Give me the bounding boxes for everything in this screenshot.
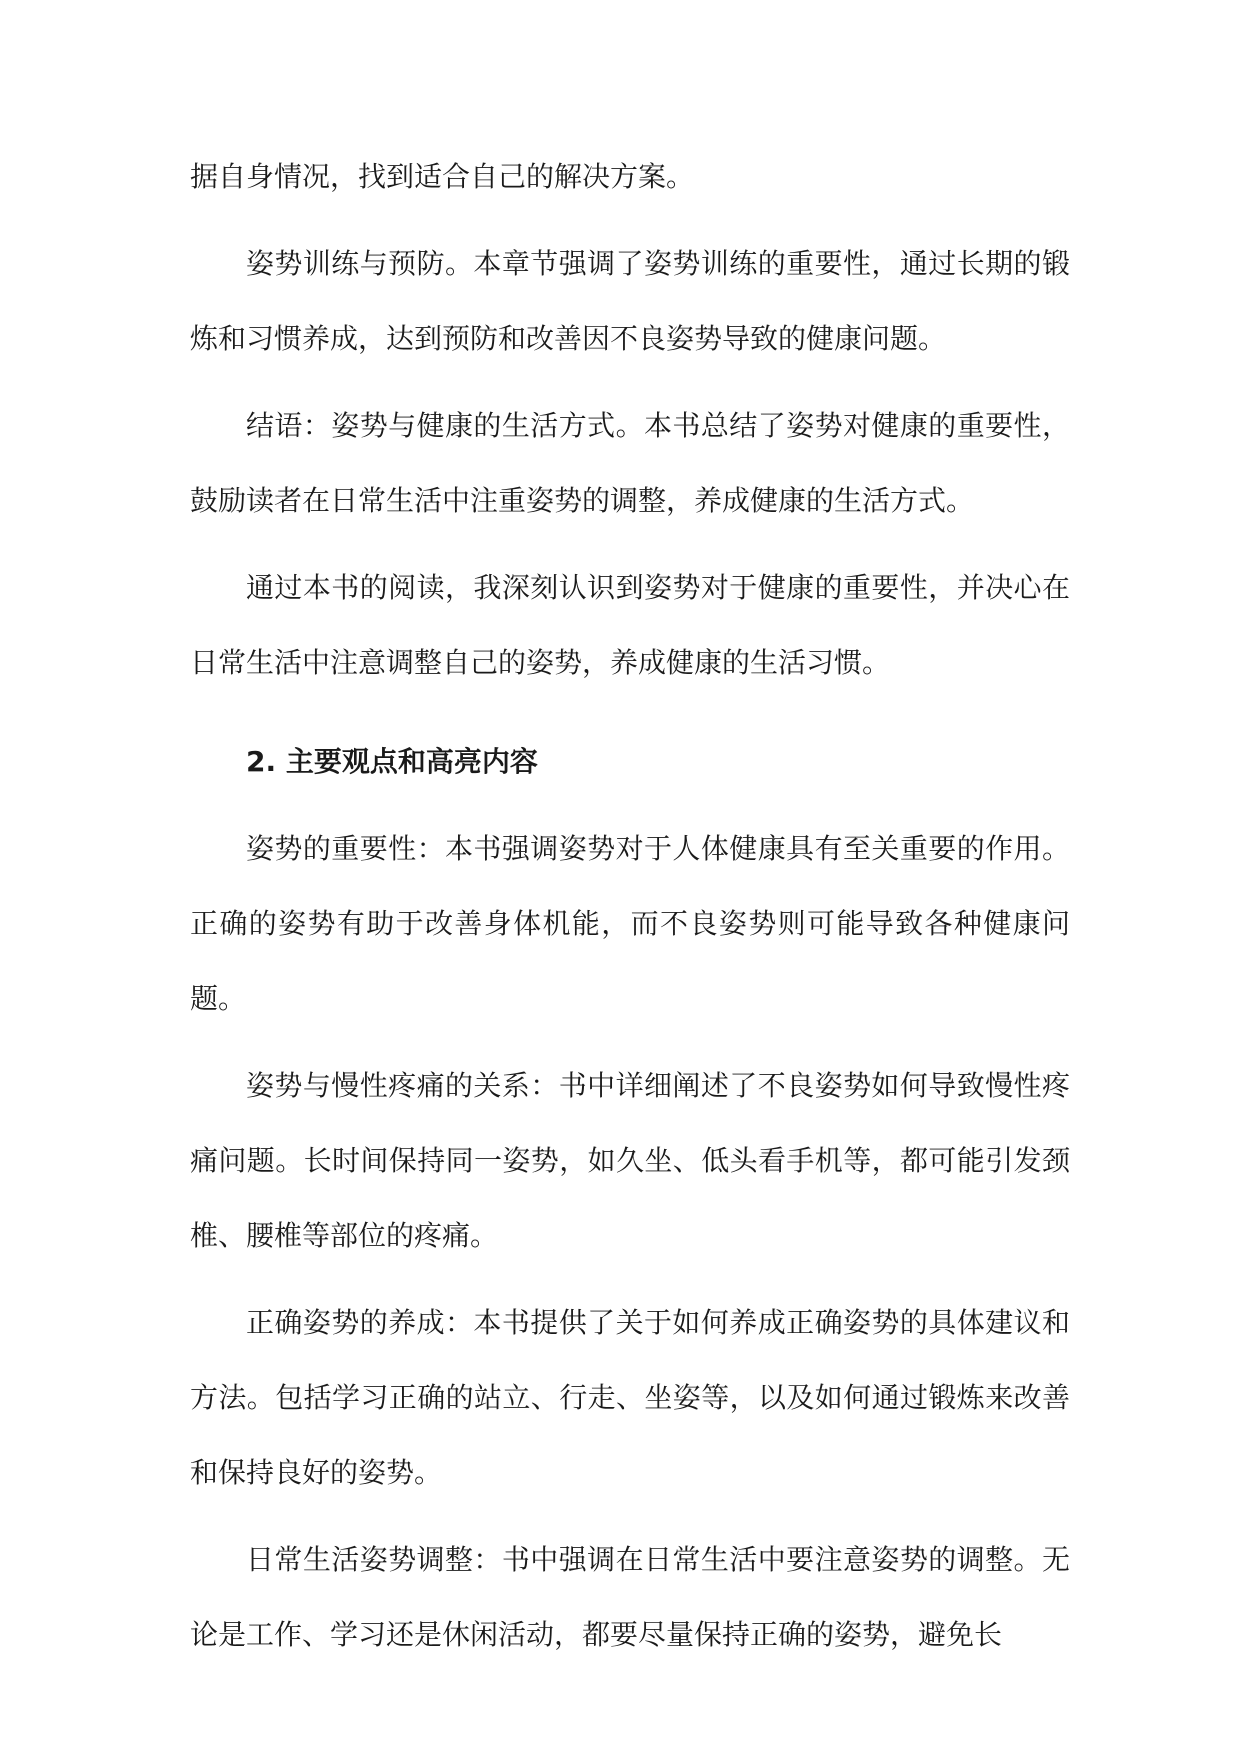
paragraph-importance: 姿势的重要性：本书强调姿势对于人体健康具有至关重要的作用。正确的姿势有助于改善身体机能，而不良姿势则可能导致各种健康问题。 [190, 832, 1070, 1015]
document-body [190, 139, 1070, 1684]
paragraph-correct-posture: 正确姿势的养成：本书提供了关于如何养成正确姿势的具体建议和方法。包括学习正确的站立、行走、坐姿等，以及如何通过锻炼来改善和保持良好的姿势。 [190, 1306, 1070, 1489]
paragraph-continuation: 据自身情况，找到适合自己的解决方案。 [190, 160, 695, 193]
section-heading: 2. 主要观点和高亮内容 [246, 745, 538, 778]
paragraph-chronic-pain: 姿势与慢性疼痛的关系：书中详细阐述了不良姿势如何导致慢性疼痛问题。长时间保持同一姿势，如久坐、低头看手机等，都可能引发颈椎、腰椎等部位的疼痛。 [190, 1069, 1070, 1252]
paragraph-posture-training: 姿势训练与预防。本章节强调了姿势训练的重要性，通过长期的锻炼和习惯养成，达到预防和改善因不良姿势导致的健康问题。 [190, 247, 1070, 355]
paragraph-reflection: 通过本书的阅读，我深刻认识到姿势对于健康的重要性，并决心在日常生活中注意调整自己的姿势，养成健康的生活习惯。 [190, 571, 1070, 679]
paragraph-daily-adjustment: 日常生活姿势调整：书中强调在日常生活中要注意姿势的调整。无论是工作、学习还是休闲活动，都要尽量保持正确的姿势，避免长 [190, 1543, 1070, 1651]
paragraph-conclusion: 结语：姿势与健康的生活方式。本书总结了姿势对健康的重要性，鼓励读者在日常生活中注重姿势的调整，养成健康的生活方式。 [190, 409, 1070, 517]
